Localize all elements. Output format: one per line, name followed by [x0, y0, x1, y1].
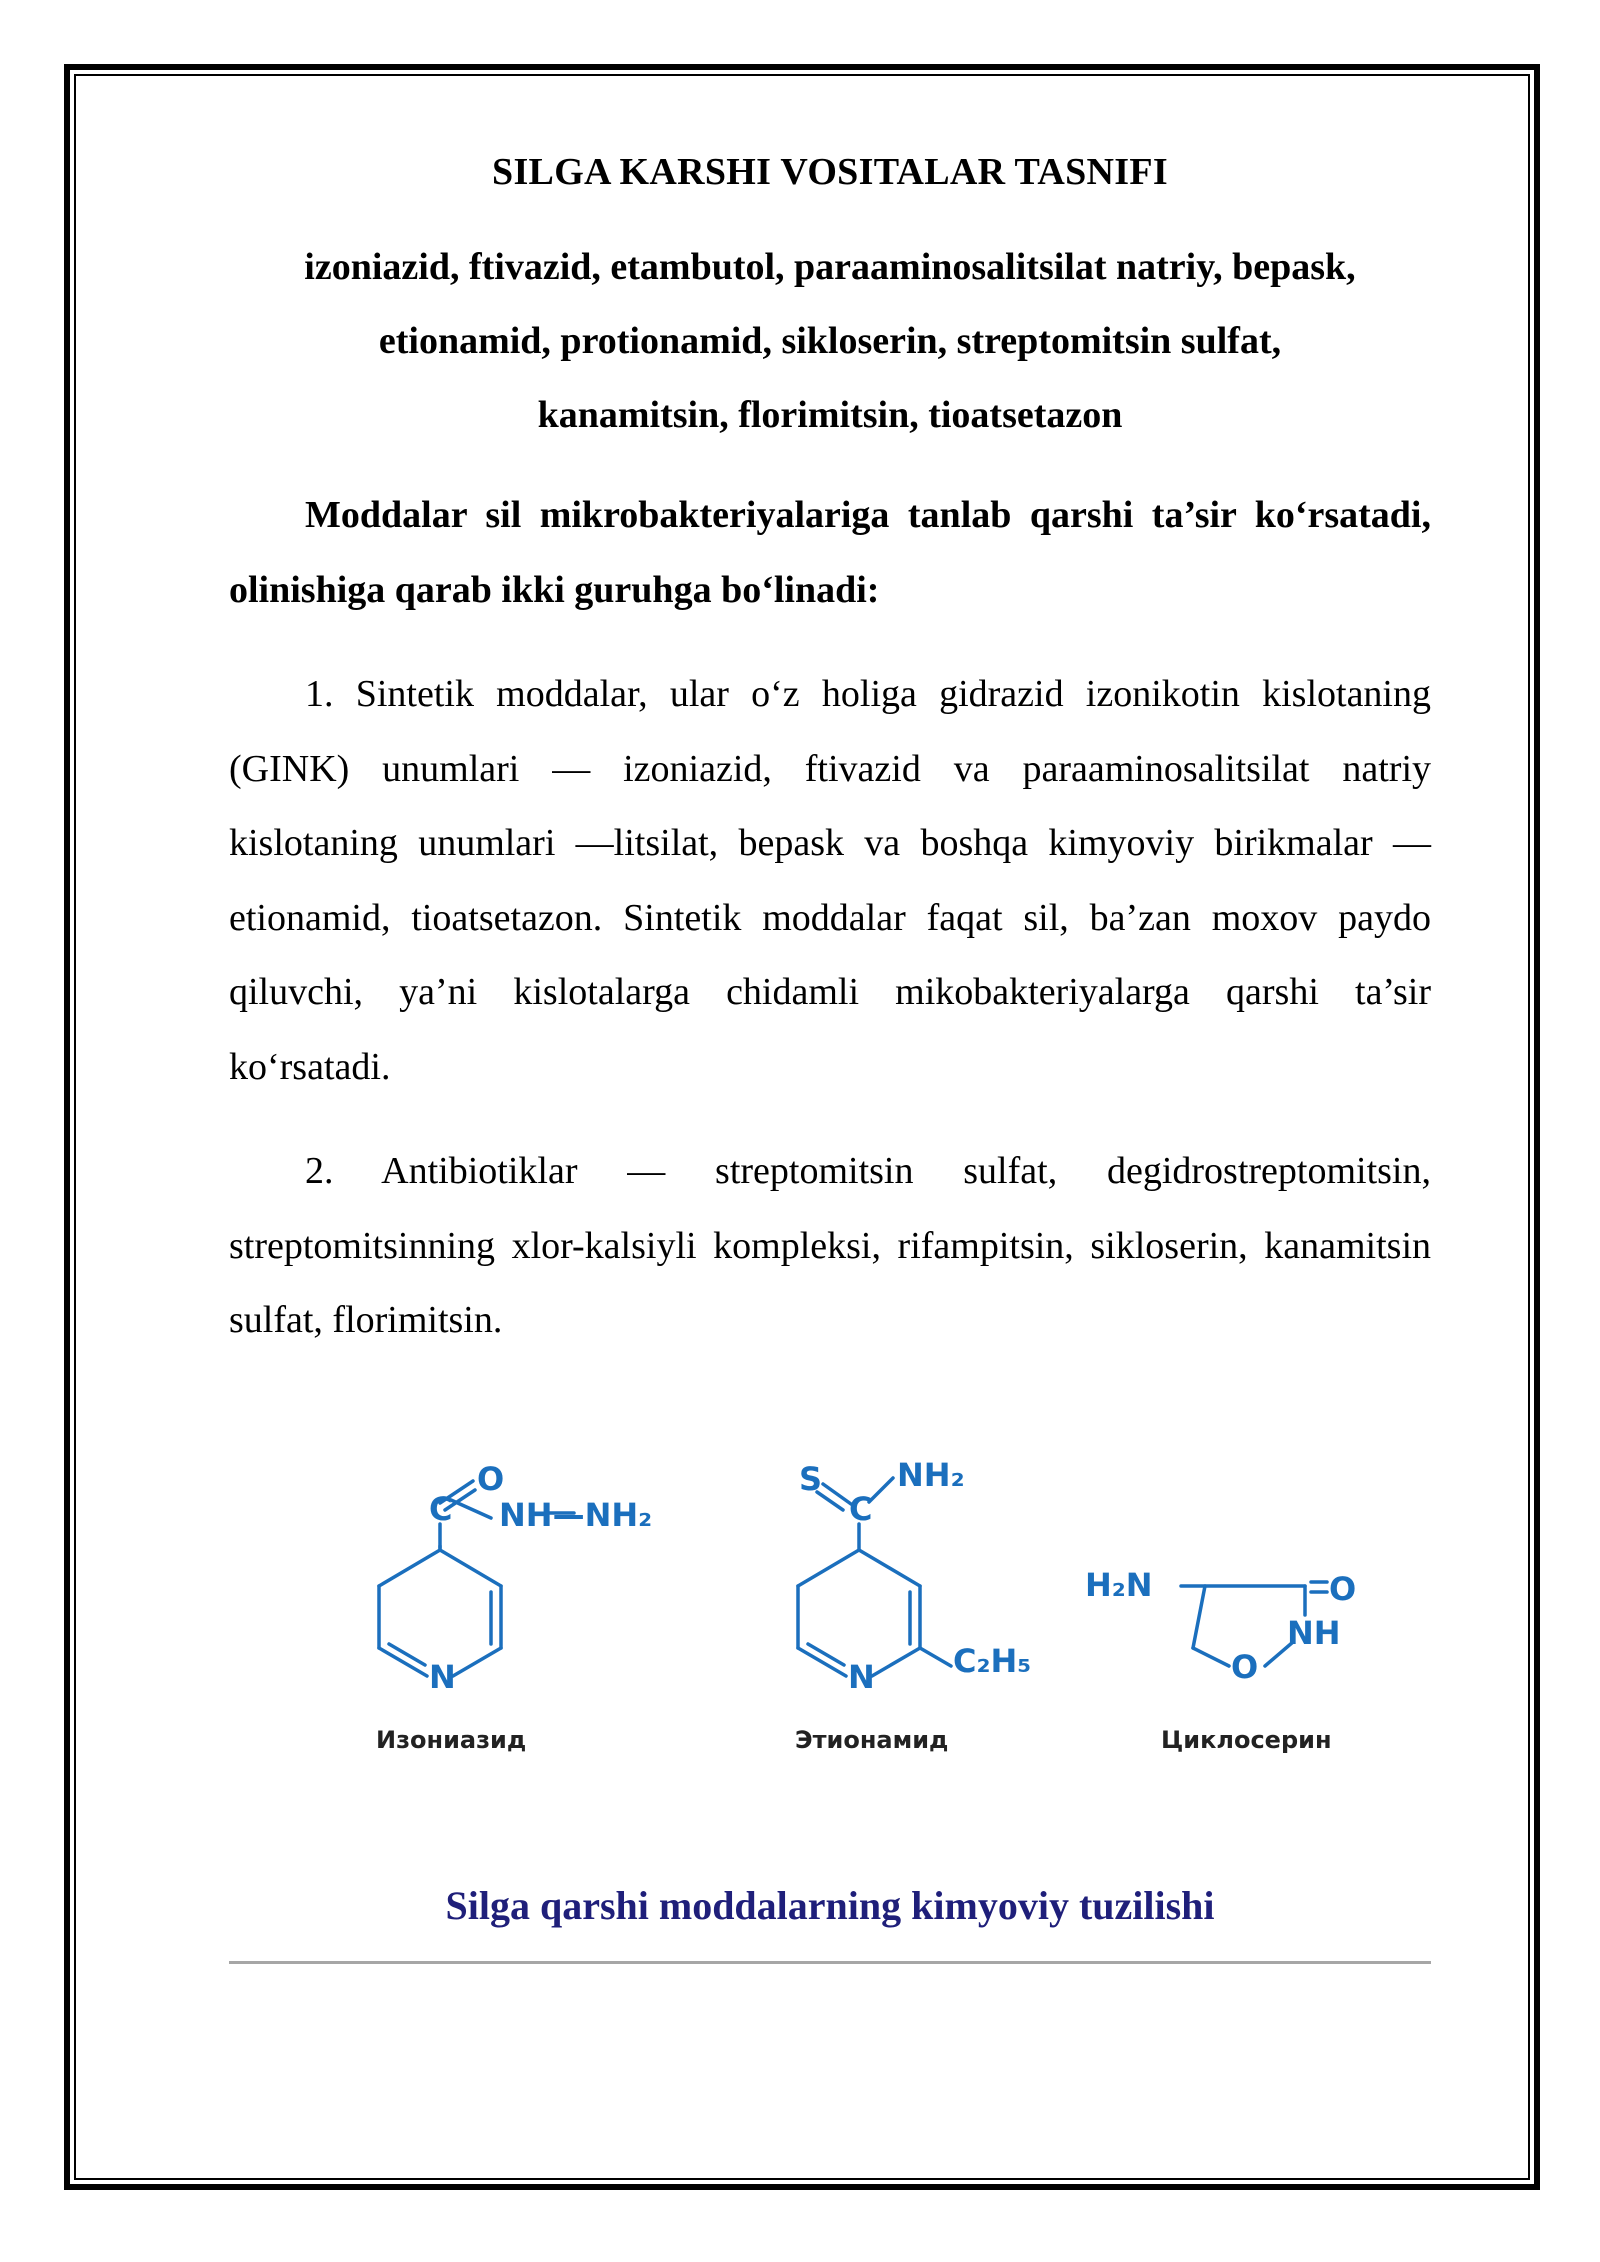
cycloserine-keto-oxygen: O — [1329, 1570, 1357, 1608]
document-body — [229, 150, 1431, 1928]
page-title: SILGA KARSHI VOSITALAR TASNIFI — [492, 151, 1168, 193]
cycloserine-label: Циклосерин — [1161, 1726, 1332, 1754]
drug-list-line: etionamid, protionamid, sikloserin, streptomitsin sulfat, — [378, 320, 1282, 362]
intro-paragraph: Moddalar sil mikrobakteriyalariga tanlab qarshi ta’sir ko‘rsatadi, olinishiga qarab ikki guruhga bo‘linadi: — [229, 494, 1431, 611]
figure-caption: Silga qarshi moddalarning kimyoviy tuzilishi — [445, 1883, 1215, 1928]
cycloserine-nh: NH — [1287, 1614, 1341, 1652]
drug-list — [229, 230, 1431, 452]
isoniazid-oxygen: O — [477, 1460, 505, 1498]
ethionamide-amine: NH₂ — [897, 1456, 965, 1494]
cycloserine-amine: H₂N — [1085, 1566, 1153, 1604]
horizontal-rule — [229, 1961, 1431, 1964]
isoniazid-carbon: C — [429, 1490, 453, 1528]
chemical-structures-figure — [229, 1448, 1431, 1788]
antibiotics-paragraph: 2. Antibiotiklar — streptomitsin sulfat, degidrostreptomitsin, streptomitsinning xlor-kalsiyli kompleksi, rifampitsin, sikloserin, kanamitsin sulfat, florimitsin. — [229, 1150, 1431, 1341]
ethionamide-carbon: C — [849, 1490, 873, 1528]
structures-svg — [229, 1448, 1431, 1788]
drug-list-line: kanamitsin, florimitsin, tioatsetazon — [537, 394, 1123, 436]
isoniazid-nitrogen: N — [429, 1658, 456, 1696]
synthetic-paragraph: 1. Sintetik moddalar, ular o‘z holiga gidrazid izonikotin kislotaning (GINK) unumlari — izoniazid, ftivazid va paraaminosalitsilat natriy kislotaning unumlari —litsilat, bepask va boshqa kimyoviy birikmalar — etionamid, tioatsetazon. Sintetik moddalar faqat sil, ba’zan moxov paydo qiluvchi, ya’ni kislotalarga chidamli mikobakteriyalarga qarshi ta’sir ko‘rsatadi. — [229, 673, 1431, 1088]
isoniazid-hydrazide: NH—NH₂ — [499, 1496, 653, 1534]
cycloserine-ring-oxygen: O — [1231, 1648, 1259, 1686]
ethionamide-sulfur: S — [799, 1460, 823, 1498]
ethionamide-ethyl: C₂H₅ — [953, 1642, 1032, 1680]
ethionamide-structure — [798, 1478, 951, 1676]
ethionamide-nitrogen: N — [848, 1658, 875, 1696]
ethionamide-label: Этионамид — [795, 1726, 949, 1754]
drug-list-line: izoniazid, ftivazid, etambutol, paraaminosalitsilat natriy, bepask, — [304, 246, 1356, 288]
isoniazid-label: Изониазид — [376, 1726, 527, 1754]
